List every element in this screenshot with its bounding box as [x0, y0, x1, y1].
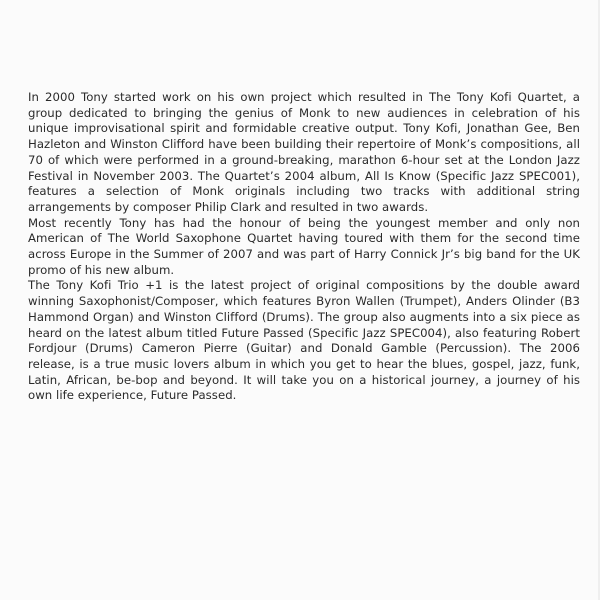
- paragraph-trio: The Tony Kofi Trio +1 is the latest project of original compositions by the double award winning Saxophonist/Composer, which features Byron Wallen (Trumpet), Anders Olinder (B3 Hammond Organ) and Winston Clifford (Drums). The group also augments into a six piece as heard on the latest album titled Future Passed (Specific Jazz SPEC004), also featuring Robert Fordjour (Drums) Cameron Pierre (Guitar) and Donald Gamble (Percussion). The 2006 release, is a true music lovers album in which you get to hear the blues, gospel, jazz, funk, Latin, African, be-bop and beyond. It will take you on a historical journey, a journey of his own life experience, Future Passed.: [28, 278, 580, 403]
- paragraph-quartet: In 2000 Tony started work on his own project which resulted in The Tony Kofi Quartet, a group dedicated to bringing the genius of Monk to new audiences in celebration of his unique improvisational spirit and formidable creative output. Tony Kofi, Jonathan Gee, Ben Hazleton and Winston Clifford have been building their repertoire of Monk’s compositions, all 70 of which were performed in a ground-breaking, marathon 6-hour set at the London Jazz Festival in November 2003. The Quartet’s 2004 album, All Is Know (Specific Jazz SPEC001), features a selection of Monk originals including two tracks with additional string arrangements by composer Philip Clark and resulted in two awards.: [28, 90, 580, 214]
- cropped-heading-fragment: [28, 0, 118, 4]
- paragraph-saxophone-quartet: Most recently Tony has had the honour of being the youngest member and only non American of The World Saxophone Quartet having toured with them for the second time across Europe in the Summer of 2007 and was part of Harry Connick Jr’s big band for the UK promo of his new album.: [28, 215, 580, 277]
- biography-text: [28, 90, 580, 404]
